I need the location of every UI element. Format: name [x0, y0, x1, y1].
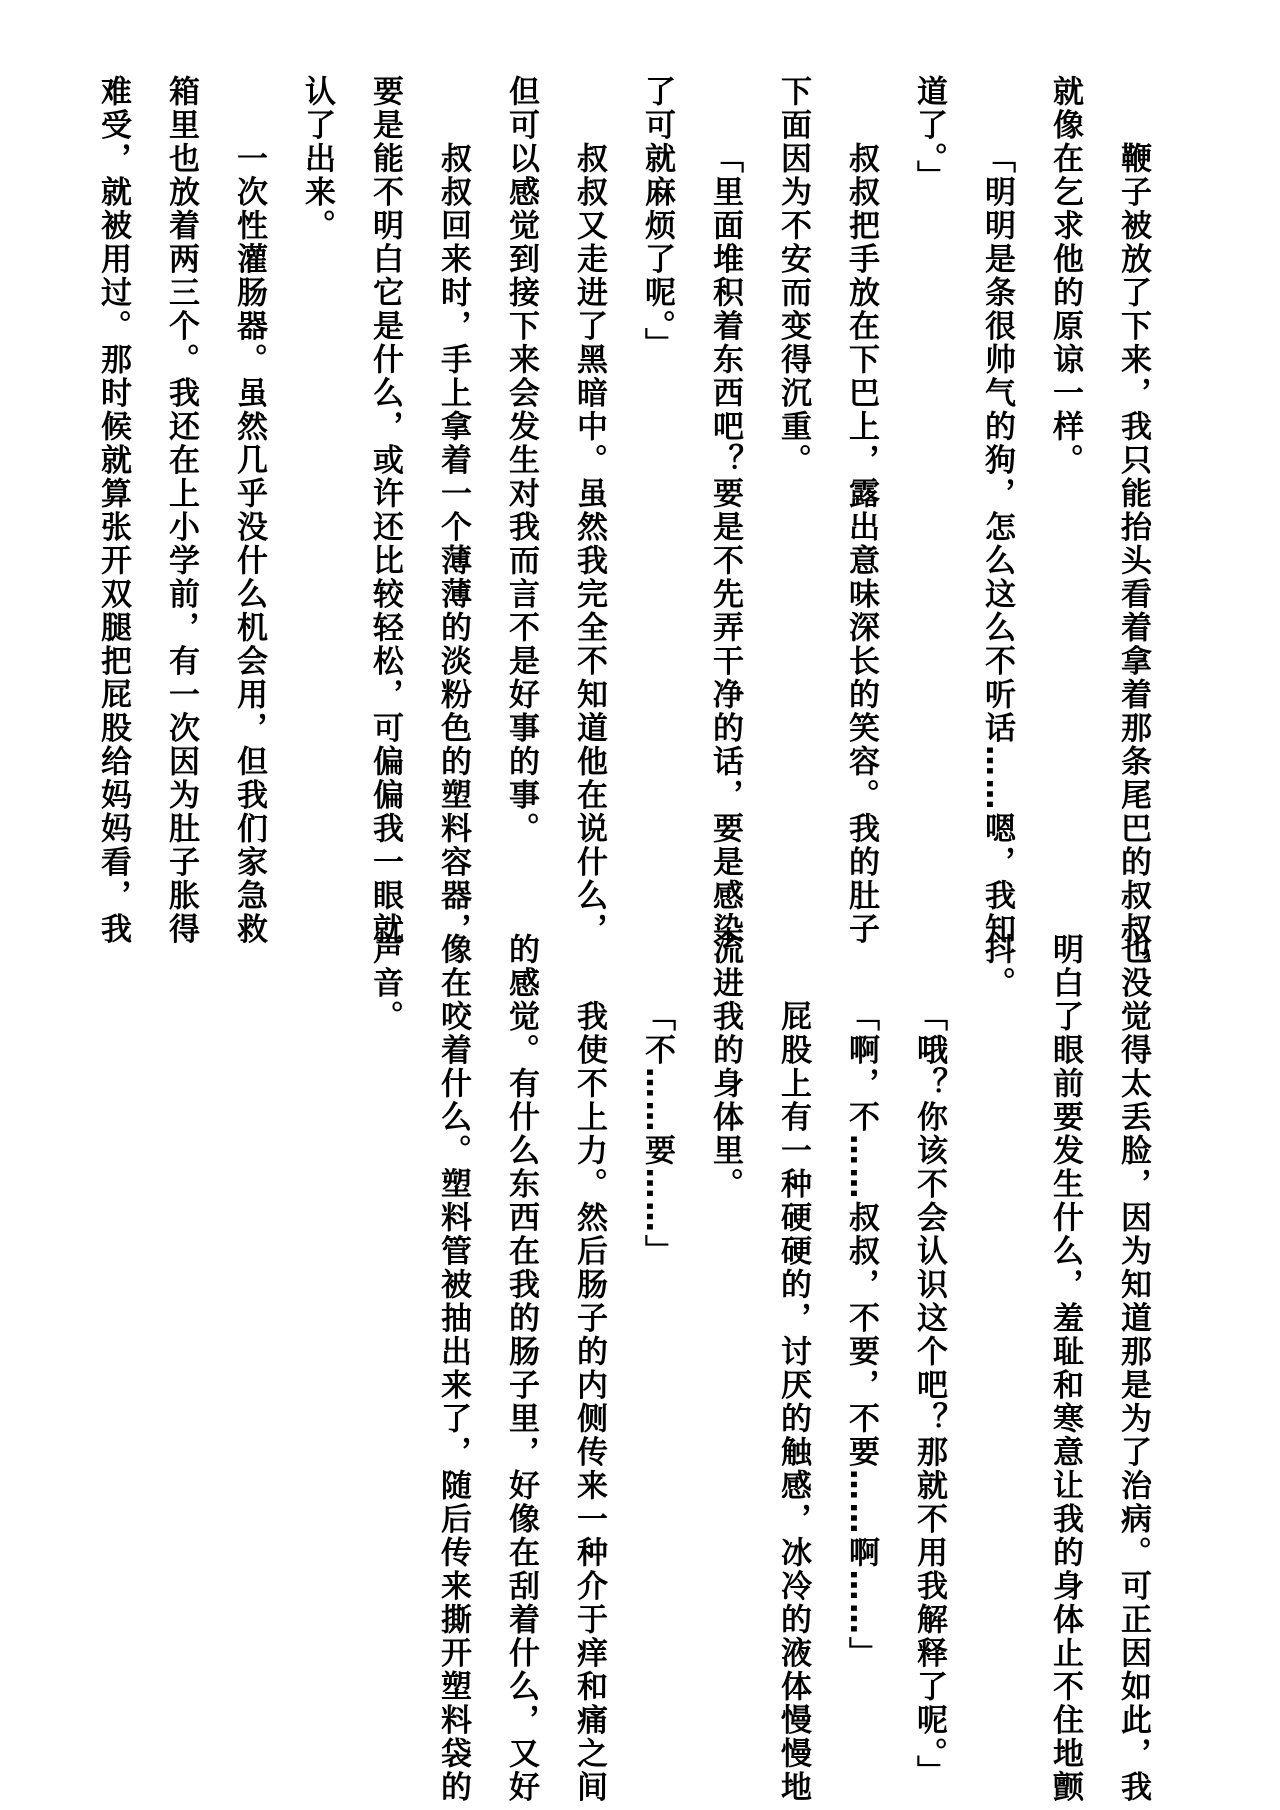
text-column: 就像在乞求他的原谅一样。 [1047, 75, 1083, 477]
text-column: 像在咬着什么。塑料管被抽出来了，随后传来撕开塑料袋的 [435, 933, 471, 1804]
text-column: 的感觉。有什么东西在我的肠子里，好像在刮着什么，又好 [503, 933, 539, 1804]
text-column: 要是能不明白它是什么，或许还比较轻松，可偏偏我一眼就 [367, 75, 403, 946]
text-column: 屁股上有一种硬硬的，讨厌的触感，冰冷的液体慢慢地 [775, 1000, 811, 1804]
text-block-upper [79, 75, 1167, 980]
text-column: 「里面堆积着东西吧？要是不先弄干净的话，要是感染 [707, 142, 743, 946]
text-column: 鞭子被放了下来，我只能抬头看着拿着那条尾巴的叔叔， [1115, 142, 1151, 980]
text-column: 叔叔回来时，手上拿着一个薄薄的淡粉色的塑料容器， [435, 142, 471, 946]
text-column: 抖。 [979, 933, 1015, 1000]
text-column: 叔叔把手放在下巴上，露出意味深长的笑容。我的肚子 [843, 142, 879, 946]
text-column: 了可就麻烦了呢。」 [639, 75, 675, 361]
text-column: 叔叔又走进了黑暗中。虽然我完全不知道他在说什么， [571, 142, 607, 946]
text-column: 「不……要……」 [639, 1000, 675, 1268]
text-column: 声音。 [367, 933, 403, 1034]
text-column: 也没觉得太丢脸，因为知道那是为了治病。可正因如此，我 [1115, 933, 1151, 1804]
text-column: 「啊，不……叔叔，不要，不要……啊……」 [843, 1000, 879, 1670]
text-column: 但可以感觉到接下来会发生对我而言不是好事的事。 [503, 75, 539, 846]
text-column: 一次性灌肠器。虽然几乎没什么机会用，但我们家急救 [231, 142, 267, 946]
text-column: 「哦？你该不会认识这个吧？那就不用我解释了呢。」 [911, 1000, 947, 1789]
text-column: 认了出来。 [299, 75, 335, 243]
text-column: 流进我的身体里。 [707, 933, 743, 1201]
text-column: 箱里也放着两三个。我还在上小学前，有一次因为肚子胀得 [163, 75, 199, 946]
text-block-lower [351, 933, 1167, 1805]
text-column: 难受，就被用过。那时候就算张开双腿把屁股给妈妈看，我 [95, 75, 131, 946]
text-column: 道了。」 [911, 75, 947, 194]
text-column: 下面因为不安而变得沉重。 [775, 75, 811, 477]
text-column: 我使不上力。然后肠子的内侧传来一种介于痒和痛之间 [571, 1000, 607, 1804]
text-column: 「明明是条很帅气的狗，怎么这么不听话……嗯，我知 [979, 142, 1015, 946]
text-column: 明白了眼前要发生什么，羞耻和寒意让我的身体止不住地颤 [1047, 933, 1083, 1804]
